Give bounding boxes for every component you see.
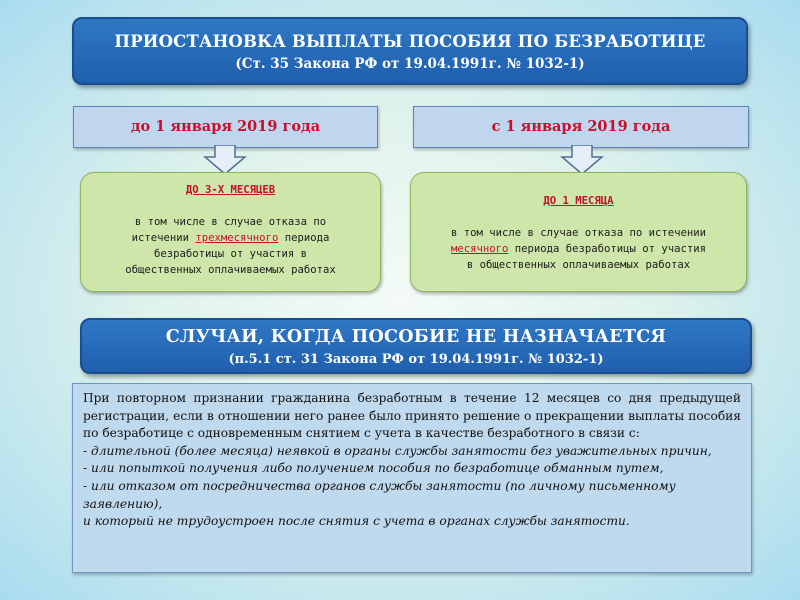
duration-heading: ДО 3-Х МЕСЯЦЕВ <box>185 184 276 196</box>
duration-heading: ДО 1 МЕСЯЦА <box>543 195 614 207</box>
conditions-description <box>72 383 752 573</box>
suspension-banner <box>72 17 748 85</box>
arrow-down-icon <box>560 145 604 175</box>
period-before-2019: до 1 января 2019 года <box>73 106 378 148</box>
duration-box-before <box>80 172 381 292</box>
duration-text-line: в том числе в случае отказа по истечении <box>450 227 707 239</box>
condition-item: - или попыткой получения либо получением пособия по безработице обманным путем, <box>83 461 664 476</box>
duration-text-line: истечении трехмесячного периода <box>131 232 330 244</box>
duration-text-line: в том числе в случае отказа по <box>134 216 327 228</box>
duration-text-line: общественных оплачиваемых работах <box>125 264 336 276</box>
condition-item: - длительной (более месяца) неявкой в органы службы занятости без уважительных причин, <box>83 443 712 458</box>
not-assigned-title: СЛУЧАИ, КОГДА ПОСОБИЕ НЕ НАЗНАЧАЕТСЯ <box>165 327 667 347</box>
duration-text-line: безработицы от участия в <box>153 248 308 260</box>
duration-box-after <box>410 172 747 292</box>
not-assigned-law-reference: (п.5.1 ст. 31 Закона РФ от 19.04.1991г. № 1032-1) <box>228 352 604 367</box>
condition-item: - или отказом от посредничества органов службы занятости (по личному письменному заявлению), <box>83 478 676 511</box>
period-after-2019: с 1 января 2019 года <box>413 106 749 148</box>
arrow-down-icon <box>203 145 247 175</box>
not-assigned-banner <box>80 318 752 374</box>
conditions-intro: При повторном признании гражданина безработным в течение 12 месяцев со дня предыдущей регистрации, если в отношении него ранее было принято решение о прекращении выплаты пособия по безработице с одновременным снятием с учета в качестве безработного в связи с: <box>83 391 741 441</box>
highlight-term: месячного <box>450 243 509 255</box>
highlight-term: трехмесячного <box>195 232 279 244</box>
duration-text-line: месячного периода безработицы от участия <box>450 243 707 255</box>
suspension-law-reference: (Ст. 35 Закона РФ от 19.04.1991г. № 1032-1) <box>235 56 585 72</box>
duration-text-line: в общественных оплачиваемых работах <box>466 259 691 271</box>
suspension-title: ПРИОСТАНОВКА ВЫПЛАТЫ ПОСОБИЯ ПО БЕЗРАБОТИЦЕ <box>114 32 706 51</box>
condition-item: и который не трудоустроен после снятия с учета в органах службы занятости. <box>83 514 630 529</box>
